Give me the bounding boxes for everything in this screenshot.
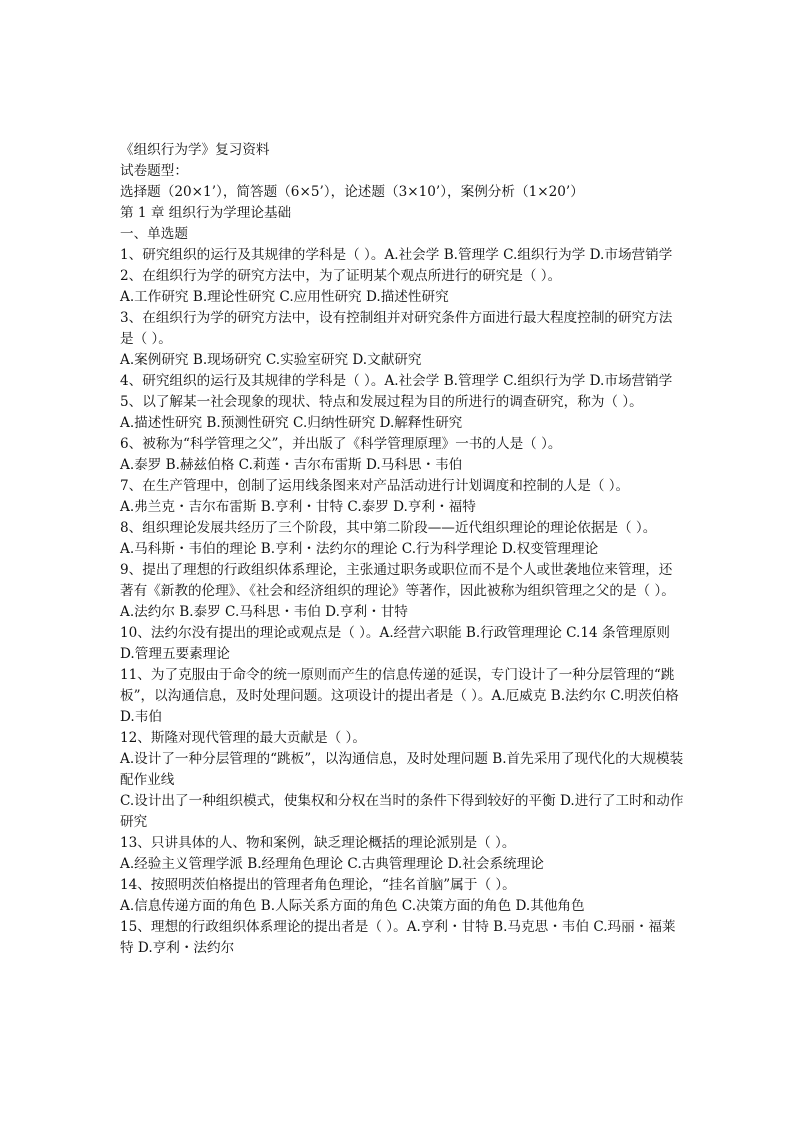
question-line: 11、为了克服由于命令的统一原则而产生的信息传递的延误，专门设计了一种分层管理的“跳板”，以沟通信息，及时处理问题。这项设计的提出者是（ ）。A.厄威克 B.法约尔 C.明茨伯格 D.韦伯	[120, 667, 679, 725]
question-line: A.工作研究 B.理论性研究 C.应用性研究 D.描述性研究	[120, 289, 449, 305]
question-line: A.弗兰克・吉尔布雷斯 B.亨利・甘特 C.泰罗 D.亨利・福特	[120, 499, 476, 515]
document-body	[120, 140, 685, 959]
question-line: 3、在组织行为学的研究方法中，设有控制组并对研究条件方面进行最大程度控制的研究方法是（ ）。	[120, 310, 673, 347]
question-line: A.法约尔 B.泰罗 C.马科思・韦伯 D.亨利・甘特	[120, 604, 408, 620]
question-line: 13、只讲具体的人、物和案例，缺乏理论概括的理论派别是（ ）。	[120, 835, 516, 851]
question-line: 6、被称为“科学管理之父”，并出版了《科学管理原理》一书的人是（ ）。	[120, 436, 562, 452]
question-line: 1、研究组织的运行及其规律的学科是（ ）。A.社会学 B.管理学 C.组织行为学 D.市场营销学	[120, 247, 673, 263]
question-line: 7、在生产管理中，创制了运用线条图来对产品活动进行计划调度和控制的人是（ ）。	[120, 478, 630, 494]
question-line: C.设计出了一种组织模式，使集权和分权在当时的条件下得到较好的平衡 D.进行了工时和动作研究	[120, 793, 684, 830]
question-list	[120, 245, 685, 959]
chapter-heading: 第 1 章 组织行为学理论基础	[120, 205, 292, 221]
document-title: 《组织行为学》复习资料	[120, 142, 270, 158]
exam-type-label: 试卷题型：	[120, 163, 188, 179]
question-line: 9、提出了理想的行政组织体系理论，主张通过职务或职位而不是个人或世袭地位来管理，还著有《新教的伦理》、《社会和经济组织的理论》等著作，因此被称为组织管理之父的是（ ）。	[120, 562, 675, 599]
question-line: 5、以了解某一社会现象的现状、特点和发展过程为目的所进行的调查研究，称为（ ）。	[120, 394, 643, 410]
question-line: 10、法约尔没有提出的理论或观点是（ ）。A.经营六职能 B.行政管理理论 C.14 条管理原则 D.管理五要素理论	[120, 625, 670, 662]
question-line: A.描述性研究 B.预测性研究 C.归纳性研究 D.解释性研究	[120, 415, 463, 431]
question-line: 12、斯隆对现代管理的最大贡献是（ ）。	[120, 730, 366, 746]
question-line: A.泰罗 B.赫兹伯格 C.莉莲・吉尔布雷斯 D.马科思・韦伯	[120, 457, 463, 473]
section-heading: 一、单选题	[120, 226, 188, 242]
question-line: 2、在组织行为学的研究方法中，为了证明某个观点所进行的研究是（ ）。	[120, 268, 562, 284]
question-line: 8、组织理论发展共经历了三个阶段，其中第二阶段——近代组织理论的理论依据是（ ）。	[120, 520, 657, 536]
question-line: 14、按照明茨伯格提出的管理者角色理论，“挂名首脑”属于（ ）。	[120, 877, 516, 893]
question-line: A.经验主义管理学派 B.经理角色理论 C.古典管理理论 D.社会系统理论	[120, 856, 544, 872]
exam-types: 选择题（20×1’），简答题（6×5’），论述题（3×10’），案例分析（1×20’）	[120, 184, 584, 200]
question-line: A.案例研究 B.现场研究 C.实验室研究 D.文献研究	[120, 352, 422, 368]
question-line: A.信息传递方面的角色 B.人际关系方面的角色 C.决策方面的角色 D.其他角色	[120, 898, 585, 914]
question-line: A.马科斯・韦伯的理论 B.亨利・法约尔的理论 C.行为科学理论 D.权变管理理论	[120, 541, 599, 557]
question-line: 15、理想的行政组织体系理论的提出者是（ ）。A.亨利・甘特 B.马克思・韦伯 C.玛丽・福莱特 D.亨利・法约尔	[120, 919, 676, 956]
question-line: A.设计了一种分层管理的“跳板”，以沟通信息，及时处理问题 B.首先采用了现代化的大规模装配作业线	[120, 751, 684, 788]
question-line: 4、研究组织的运行及其规律的学科是（ ）。A.社会学 B.管理学 C.组织行为学 D.市场营销学	[120, 373, 673, 389]
